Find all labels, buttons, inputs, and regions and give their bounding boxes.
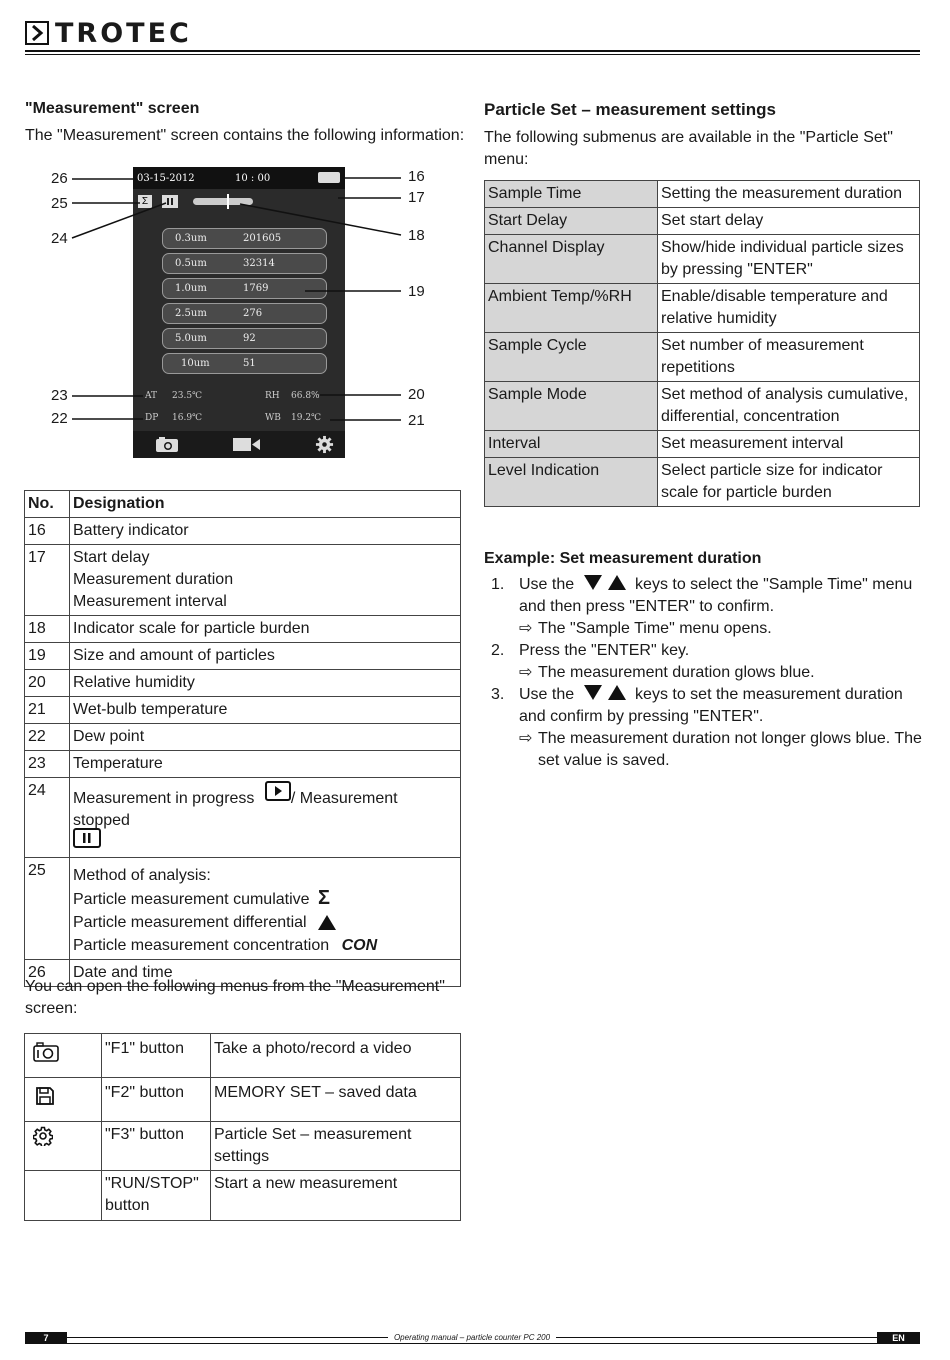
table-row — [25, 1122, 461, 1171]
env-row-dp-wb: DP 16.9℃ WB 19.2℃ — [145, 413, 322, 423]
row-text: Size and amount of particles — [70, 643, 461, 670]
save-icon — [35, 1086, 55, 1106]
setting-value: Set method of analysis cumulative, differential, concentration — [658, 382, 920, 431]
arrow-right-icon: ⇨ — [519, 730, 533, 747]
setting-value: Show/hide individual particle sizes by pressing "ENTER" — [658, 235, 920, 284]
table-row — [485, 284, 920, 333]
row-text: Temperature — [70, 751, 461, 778]
row-no: 19 — [25, 643, 70, 670]
callout-16: 16 — [408, 168, 425, 185]
setting-key: Channel Display — [485, 235, 658, 284]
row-no: 22 — [25, 724, 70, 751]
triangle-down-icon — [583, 574, 603, 591]
callout-26: 26 — [51, 170, 68, 187]
row-no: 21 — [25, 697, 70, 724]
table-row — [25, 643, 461, 670]
setting-key: Level Indication — [485, 458, 658, 507]
particle-row: 10um 51 — [162, 353, 327, 374]
footer-title: Operating manual – particle counter PC 200 — [67, 1333, 877, 1343]
triangle-down-icon — [583, 684, 603, 701]
example-heading: Example: Set measurement duration — [484, 550, 762, 567]
table-row — [485, 235, 920, 284]
callout-24: 24 — [51, 230, 68, 247]
callout-19: 19 — [408, 283, 425, 300]
row-text: Indicator scale for particle burden — [70, 616, 461, 643]
particle-row: 5.0um 92 — [162, 328, 327, 349]
step-item: 1. Use the keys to select the "Sample Time" menu and then press "ENTER" to confirm. — [491, 576, 913, 615]
triangle-up-icon — [607, 684, 627, 701]
table-row — [25, 697, 461, 724]
table-row — [25, 545, 461, 616]
row-text: Relative humidity — [70, 670, 461, 697]
table-row — [25, 616, 461, 643]
table-row — [25, 778, 461, 858]
pause-icon — [73, 828, 101, 848]
callout-17: 17 — [408, 189, 425, 206]
row-text: Method of analysis: Particle measurement cumulative Σ Particle measurement differential Particle measurement concentration CON — [70, 858, 461, 960]
column-header-designation: Designation — [70, 491, 461, 518]
setting-key: Ambient Temp/%RH — [485, 284, 658, 333]
designation-table — [24, 490, 461, 987]
menus-intro: You can open the following menus from the "Measurement" screen: — [25, 978, 445, 1017]
table-row — [485, 382, 920, 431]
camera-icon — [33, 1042, 59, 1062]
table-row — [485, 458, 920, 507]
step-result: ⇨ The measurement duration glows blue. — [519, 662, 924, 684]
setting-value: Set start delay — [658, 208, 920, 235]
settings-table — [484, 180, 920, 507]
callout-20: 20 — [408, 386, 425, 403]
setting-value: Set measurement interval — [658, 431, 920, 458]
table-header-row — [25, 491, 461, 518]
particle-row: 0.5um 32314 — [162, 253, 327, 274]
env-row-at-rh: AT 23.5℃ RH 66.8% — [145, 391, 320, 401]
row-no: 25 — [25, 858, 70, 960]
row-button: "F3" button — [102, 1122, 211, 1171]
row-icon-cell — [25, 1078, 102, 1122]
table-row — [485, 333, 920, 382]
particle-row: 1.0um 1769 — [162, 278, 327, 299]
row-no: 18 — [25, 616, 70, 643]
row-no: 24 — [25, 778, 70, 858]
setting-key: Sample Time — [485, 181, 658, 208]
row-icon-cell — [25, 1171, 102, 1221]
setting-key: Sample Cycle — [485, 333, 658, 382]
row-desc: Take a photo/record a video — [211, 1034, 461, 1078]
step-result: ⇨ The "Sample Time" menu opens. — [519, 618, 924, 640]
row-button: "F1" button — [102, 1034, 211, 1078]
table-row — [25, 1171, 461, 1221]
row-icon-cell — [25, 1122, 102, 1171]
row-desc: MEMORY SET – saved data — [211, 1078, 461, 1122]
device-time: 10 : 00 — [235, 173, 271, 184]
gear-icon — [33, 1126, 53, 1146]
measurement-screen-heading: "Measurement" screen — [25, 100, 200, 117]
sigma-icon: Σ — [138, 195, 152, 208]
callout-18: 18 — [408, 227, 425, 244]
table-row — [25, 751, 461, 778]
language-code: EN — [877, 1332, 920, 1344]
row-no: 17 — [25, 545, 70, 616]
particle-row: 0.3um 201605 — [162, 228, 327, 249]
row-text: Start delay Measurement duration Measurement interval — [70, 545, 461, 616]
row-text: Dew point — [70, 724, 461, 751]
row-text: Date and time — [70, 960, 461, 987]
table-row — [25, 670, 461, 697]
step-result: ⇨ The measurement duration not longer glows blue. The set value is saved. — [519, 730, 922, 769]
setting-value: Select particle size for indicator scale for particle burden — [658, 458, 920, 507]
triangle-up-icon — [317, 914, 337, 931]
brand-name: TROTEC — [55, 17, 192, 49]
table-row — [25, 518, 461, 545]
table-row — [25, 858, 461, 960]
steps-list — [484, 574, 924, 772]
row-desc: Particle Set – measurement settings — [211, 1122, 461, 1171]
device-date: 03-15-2012 — [137, 173, 195, 184]
row-no: 23 — [25, 751, 70, 778]
callout-25: 25 — [51, 195, 68, 212]
row-text: Measurement in progress / Measurement stopped — [70, 778, 461, 858]
particle-row: 2.5um 276 — [162, 303, 327, 324]
row-button: "RUN/STOP" button — [102, 1171, 211, 1221]
row-button: "F2" button — [102, 1078, 211, 1122]
setting-value: Set number of measurement repetitions — [658, 333, 920, 382]
row-text: Wet-bulb temperature — [70, 697, 461, 724]
play-icon — [265, 781, 291, 801]
setting-key: Sample Mode — [485, 382, 658, 431]
callout-21: 21 — [408, 412, 425, 429]
con-icon: CON — [341, 937, 378, 954]
footer-rule — [67, 1343, 877, 1344]
setting-key: Start Delay — [485, 208, 658, 235]
step-item: 2. Press the "ENTER" key. — [491, 642, 690, 659]
measurement-screen-intro: The "Measurement" screen contains the following information: — [25, 127, 465, 144]
table-row — [25, 1034, 461, 1078]
step-item: 3. Use the keys to set the measurement duration and confirm by pressing "ENTER". — [491, 686, 903, 725]
row-icon-cell — [25, 1034, 102, 1078]
table-row — [485, 208, 920, 235]
menus-table — [24, 1033, 461, 1221]
setting-value: Enable/disable temperature and relative humidity — [658, 284, 920, 333]
page-number: 7 — [25, 1332, 67, 1344]
table-row — [25, 1078, 461, 1122]
particle-set-heading: Particle Set – measurement settings — [484, 100, 776, 119]
setting-key: Interval — [485, 431, 658, 458]
particle-set-intro: The following submenus are available in the "Particle Set" menu: — [484, 129, 893, 168]
callout-23: 23 — [51, 387, 68, 404]
row-desc: Start a new measurement — [211, 1171, 461, 1221]
row-no: 16 — [25, 518, 70, 545]
row-no: 20 — [25, 670, 70, 697]
arrow-right-icon: ⇨ — [519, 664, 533, 681]
table-row — [25, 724, 461, 751]
table-row — [485, 181, 920, 208]
setting-value: Setting the measurement duration — [658, 181, 920, 208]
table-row — [485, 431, 920, 458]
triangle-up-icon — [607, 574, 627, 591]
column-header-no: No. — [25, 491, 70, 518]
sigma-icon: Σ — [318, 887, 331, 909]
row-no: 26 — [25, 960, 70, 987]
arrow-right-icon: ⇨ — [519, 620, 533, 637]
callout-22: 22 — [51, 410, 68, 427]
row-text: Battery indicator — [70, 518, 461, 545]
